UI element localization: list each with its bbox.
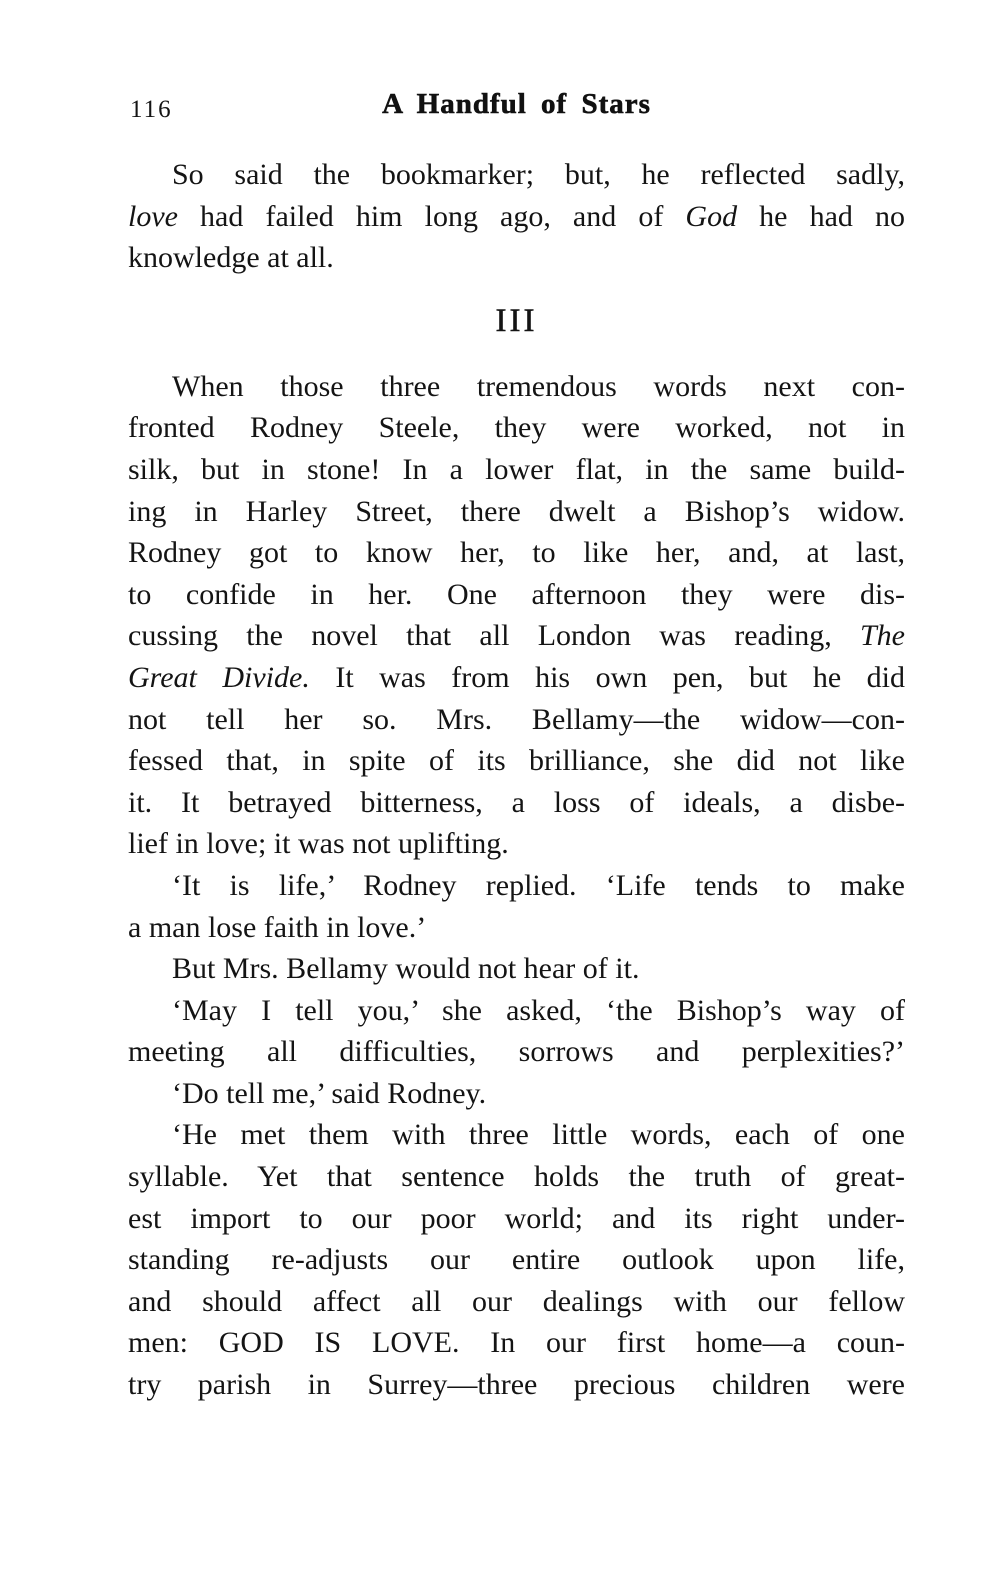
- text-segment: had failed him long ago, and of: [177, 199, 686, 233]
- text-segment: ‘It is life,’ Rodney replied. ‘Life tends to make: [172, 868, 905, 902]
- paragraph: [128, 1073, 905, 1115]
- text-segment: ‘He met them with three little words, each of one: [172, 1118, 905, 1152]
- running-title: A Handful of Stars: [382, 88, 651, 120]
- text-line: [128, 1156, 905, 1198]
- text-line: [128, 366, 905, 408]
- text-line: [128, 154, 905, 196]
- text-segment: fessed that, in spite of its brilliance, she did not like: [128, 744, 905, 778]
- text-line: [128, 907, 905, 949]
- text-line: [128, 615, 905, 657]
- text-line: [128, 574, 905, 616]
- text-segment: est import to our poor world; and its right under-: [128, 1201, 905, 1235]
- page-number: 116: [130, 96, 173, 123]
- page-body: [128, 154, 905, 1406]
- text-segment: cussing the novel that all London was reading,: [128, 619, 860, 653]
- section-heading: III: [495, 302, 538, 339]
- text-segment: syllable. Yet that sentence holds the truth of great-: [128, 1160, 905, 1194]
- text-segment: not tell her so. Mrs. Bellamy—the widow—con-: [128, 702, 905, 736]
- text-segment: Rodney got to know her, to like her, and, at last,: [128, 536, 905, 570]
- text-segment: a man lose faith in love.’: [128, 910, 427, 944]
- text-segment: ‘May I tell you,’ she asked, ‘the Bishop’s way of: [172, 993, 905, 1027]
- text-line: [128, 1239, 905, 1281]
- text-segment: ‘Do tell me,’ said Rodney.: [172, 1076, 487, 1110]
- text-line: [128, 782, 905, 824]
- text-line: [128, 657, 905, 699]
- text-line: [128, 237, 905, 279]
- text-segment: So said the bookmarker; but, he reflected sadly,: [172, 158, 905, 191]
- text-line: [128, 532, 905, 574]
- paragraph: [128, 366, 905, 865]
- text-line: [128, 1364, 905, 1406]
- paragraph: [128, 154, 905, 279]
- text-line: [128, 407, 905, 449]
- italic-text: love: [128, 199, 178, 233]
- text-segment: It was from his own pen, but he did: [309, 660, 906, 694]
- paragraph: [128, 1114, 905, 1405]
- paragraph: [128, 990, 905, 1073]
- text-line: [128, 865, 905, 907]
- text-line: [128, 1114, 905, 1156]
- text-line: [128, 823, 905, 865]
- text-segment: silk, but in stone! In a lower flat, in the same build-: [128, 452, 905, 486]
- text-segment: When those three tremendous words next con-: [172, 369, 905, 403]
- text-line: [128, 449, 905, 491]
- text-line: [128, 1322, 905, 1364]
- paragraph: [128, 865, 905, 948]
- text-segment: standing re-adjusts our entire outlook upon life,: [128, 1243, 905, 1277]
- text-line: [128, 1198, 905, 1240]
- paragraph: [128, 948, 905, 990]
- text-line: [128, 740, 905, 782]
- text-line: [128, 491, 905, 533]
- text-segment: fronted Rodney Steele, they were worked, not in: [128, 411, 905, 445]
- text-line: [128, 1073, 905, 1115]
- italic-text: God: [685, 199, 738, 233]
- text-line: [128, 948, 905, 990]
- text-segment: knowledge at all.: [128, 241, 334, 275]
- text-segment: try parish in Surrey—three precious children were: [128, 1368, 905, 1402]
- text-line: [128, 1281, 905, 1323]
- italic-text: Great Divide.: [128, 660, 310, 694]
- text-segment: But Mrs. Bellamy would not hear of it.: [172, 952, 640, 986]
- text-segment: he had no: [737, 199, 905, 233]
- text-line: [128, 699, 905, 741]
- text-line: [128, 990, 905, 1032]
- text-segment: it. It betrayed bitterness, a loss of ideals, a disbe-: [128, 785, 905, 819]
- text-line: [128, 1031, 905, 1073]
- text-segment: meeting all difficulties, sorrows and perplexities?’: [128, 1035, 905, 1069]
- text-segment: ing in Harley Street, there dwelt a Bishop’s widow.: [128, 494, 905, 528]
- text-segment: men: GOD IS LOVE. In our first home—a coun-: [128, 1326, 905, 1360]
- italic-text: The: [860, 619, 905, 653]
- text-line: [128, 196, 905, 238]
- text-segment: lief in love; it was not uplifting.: [128, 827, 509, 861]
- text-segment: and should affect all our dealings with our fellow: [128, 1284, 905, 1318]
- text-segment: to confide in her. One afternoon they were dis-: [128, 577, 905, 611]
